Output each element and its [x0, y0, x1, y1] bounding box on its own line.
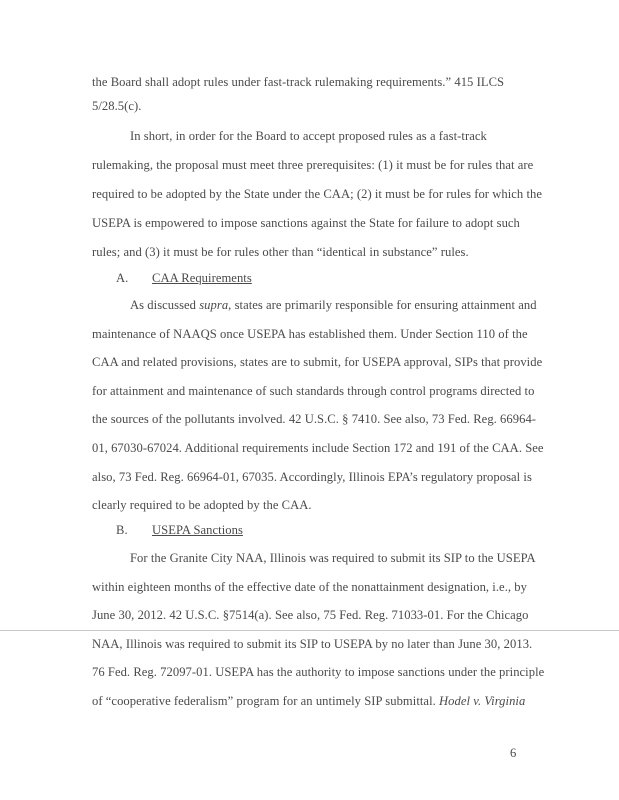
body-line: In short, in order for the Board to accept proposed rules as a fast-track	[130, 129, 487, 143]
section-heading-b	[116, 522, 243, 538]
body-line: USEPA is empowered to impose sanctions against the State for failure to adopt such	[92, 216, 520, 230]
heading-title: CAA Requirements	[152, 271, 252, 285]
page-number: 6	[510, 746, 517, 760]
body-line: NAA, Illinois was required to submit its SIP to USEPA by no later than June 30, 2013.	[92, 637, 533, 651]
heading-number: B.	[116, 523, 128, 537]
body-line: 76 Fed. Reg. 72097-01. USEPA has the authority to impose sanctions under the principle	[92, 665, 545, 679]
body-line: For the Granite City NAA, Illinois was required to submit its SIP to the USEPA	[130, 551, 536, 565]
heading-number: A.	[116, 271, 129, 285]
body-line: the sources of the pollutants involved. 42 U.S.C. § 7410. See also, 73 Fed. Reg. 66964-	[92, 412, 537, 426]
body-line: the Board shall adopt rules under fast-track rulemaking requirements.” 415 ILCS	[92, 75, 505, 89]
body-line: clearly required to be adopted by the CAA.	[92, 498, 312, 512]
body-line: maintenance of NAAQS once USEPA has established them. Under Section 110 of the	[92, 327, 528, 341]
body-line: CAA and related provisions, states are to submit, for USEPA approval, SIPs that provide	[92, 355, 543, 369]
section-heading-a	[116, 270, 252, 286]
body-line: rulemaking, the proposal must meet three prerequisites: (1) it must be for rules that are	[92, 158, 534, 172]
body-line: for attainment and maintenance of such standards through control programs directed to	[92, 384, 535, 398]
body-line: of “cooperative federalism” program for an untimely SIP submittal. Hodel v. Virginia	[92, 694, 526, 708]
body-line: also, 73 Fed. Reg. 66964-01, 67035. Accordingly, Illinois EPA’s regulatory proposal is	[92, 470, 532, 484]
body-line: within eighteen months of the effective date of the nonattainment designation, i.e., by	[92, 580, 527, 594]
heading-title: USEPA Sanctions	[152, 523, 243, 537]
body-line: 5/28.5(c).	[92, 99, 142, 113]
scan-fold-divider	[0, 630, 619, 631]
body-line: rules; and (3) it must be for rules other than “identical in substance” rules.	[92, 245, 469, 259]
body-line: As discussed supra, states are primarily responsible for ensuring attainment and	[130, 298, 537, 312]
body-line: required to be adopted by the State under the CAA; (2) it must be for rules for which the	[92, 187, 543, 201]
body-line: June 30, 2012. 42 U.S.C. §7514(a). See also, 75 Fed. Reg. 71033-01. For the Chicago	[92, 608, 529, 622]
body-line: 01, 67030-67024. Additional requirements include Section 172 and 191 of the CAA. See	[92, 441, 544, 455]
